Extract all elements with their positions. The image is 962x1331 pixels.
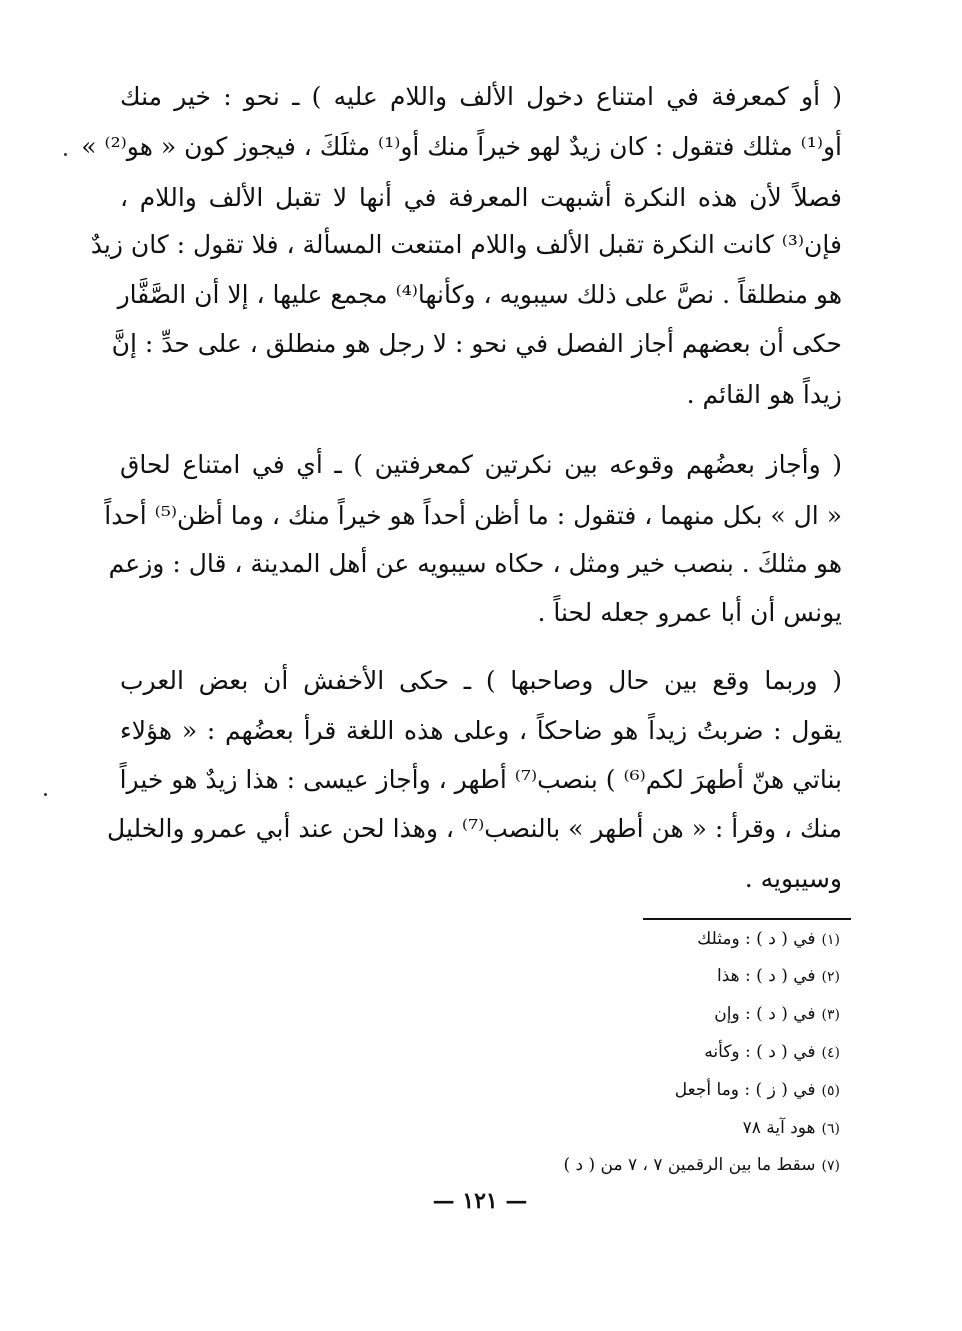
footnote-text: في ( د ) : هذا [717, 966, 816, 986]
footnote-number: (٧) [821, 1158, 840, 1174]
footnote-number: (١) [821, 932, 840, 948]
footnote-text: سقط ما بين الرقمين ٧ ، ٧ من ( د ) [563, 1155, 816, 1175]
paragraph-1-line-2: أو⁽¹⁾ مثلك فتقول : كان زيدٌ لهو خيراً منك أو⁽¹⁾ مثلَكَ ، فيجوز كون « هو⁽²⁾ » [81, 132, 842, 161]
footnote-4 [440, 1039, 840, 1066]
paragraph-3-line-5: وسيبويه . [744, 864, 842, 893]
paragraph-1-line-5: هو منطلقاً . نصَّ على ذلك سيبويه ، وكأنها⁽⁴⁾ مجمع عليها ، إلا أن الصَّفَّار [117, 280, 842, 309]
footnote-text: في ( د ) : وكأنه [704, 1042, 816, 1062]
paragraph-1-line-4: فإن⁽³⁾ كانت النكرة تقبل الألف واللام امتنعت المسألة ، فلا تقول : كان زيدٌ [90, 230, 842, 259]
footnote-text: هود آية ٧٨ [742, 1118, 816, 1138]
scan-speck [44, 793, 47, 796]
paragraph-1-line-1: ( أو كمعرفة في امتناع دخول الألف واللام عليه ) ـ نحو : خير منك [120, 82, 842, 111]
paragraph-3-line-3: بناتي هنّ أطهرَ لكم⁽⁶⁾ ) بنصب⁽⁷⁾ أطهر ، وأجاز عيسى : هذا زيدٌ هو خيراً [119, 765, 842, 794]
footnote-2 [440, 963, 840, 990]
paragraph-1-line-3: فصلاً لأن هذه النكرة أشبهت المعرفة في أنها لا تقبل الألف واللام ، [120, 183, 842, 212]
footnote-text: في ( ز ) : وما أجعل [674, 1080, 816, 1100]
footnote-separator [643, 918, 851, 920]
paragraph-2-line-4: يونس أن أبا عمرو جعله لحناً . [537, 598, 842, 627]
paragraph-2-line-1: ( وأجاز بعضُهم وقوعه بين نكرتين كمعرفتين ) ـ أي في امتناع لحاق [120, 450, 842, 479]
page-number: — ١٢١ — [432, 1188, 528, 1214]
paragraph-3-line-2: يقول : ضربتُ زيداً هو ضاحكاً ، وعلى هذه اللغة قرأ بعضُهم : « هؤلاء [120, 716, 842, 745]
paragraph-2-line-2: « ال » بكل منهما ، فتقول : ما أظن أحداً هو خيراً منك ، وما أظن⁽⁵⁾ أحداً [104, 501, 842, 530]
paragraph-3-line-1: ( وربما وقع بين حال وصاحبها ) ـ حكى الأخفش أن بعض العرب [120, 666, 842, 695]
footnote-text: في ( د ) : وإن [714, 1004, 816, 1024]
footnote-3 [440, 1001, 840, 1028]
paragraph-3-line-4: منك ، وقرأ : « هن أطهر » بالنصب⁽⁷⁾ ، وهذا لحن عند أبي عمرو والخليل [107, 814, 842, 843]
footnote-7 [440, 1152, 840, 1179]
footnote-6 [440, 1115, 840, 1142]
scan-speck [64, 153, 67, 156]
paragraph-1-line-6: حكى أن بعضهم أجاز الفصل في نحو : لا رجل هو منطلق ، على حدِّ : إنَّ [111, 329, 842, 358]
paragraph-2-line-3: هو مثلكَ . بنصب خير ومثل ، حكاه سيبويه عن أهل المدينة ، قال : وزعم [108, 549, 842, 578]
footnote-number: (٢) [821, 969, 840, 985]
paragraph-1-line-7: زيداً هو القائم . [686, 380, 842, 409]
footnote-5 [440, 1077, 840, 1104]
footnote-number: (٦) [821, 1121, 840, 1137]
footnote-text: في ( د ) : ومثلك [697, 929, 816, 949]
footnote-1 [440, 926, 840, 953]
footnote-number: (٥) [821, 1083, 840, 1099]
footnote-number: (٣) [821, 1007, 840, 1023]
footnote-number: (٤) [821, 1045, 840, 1061]
